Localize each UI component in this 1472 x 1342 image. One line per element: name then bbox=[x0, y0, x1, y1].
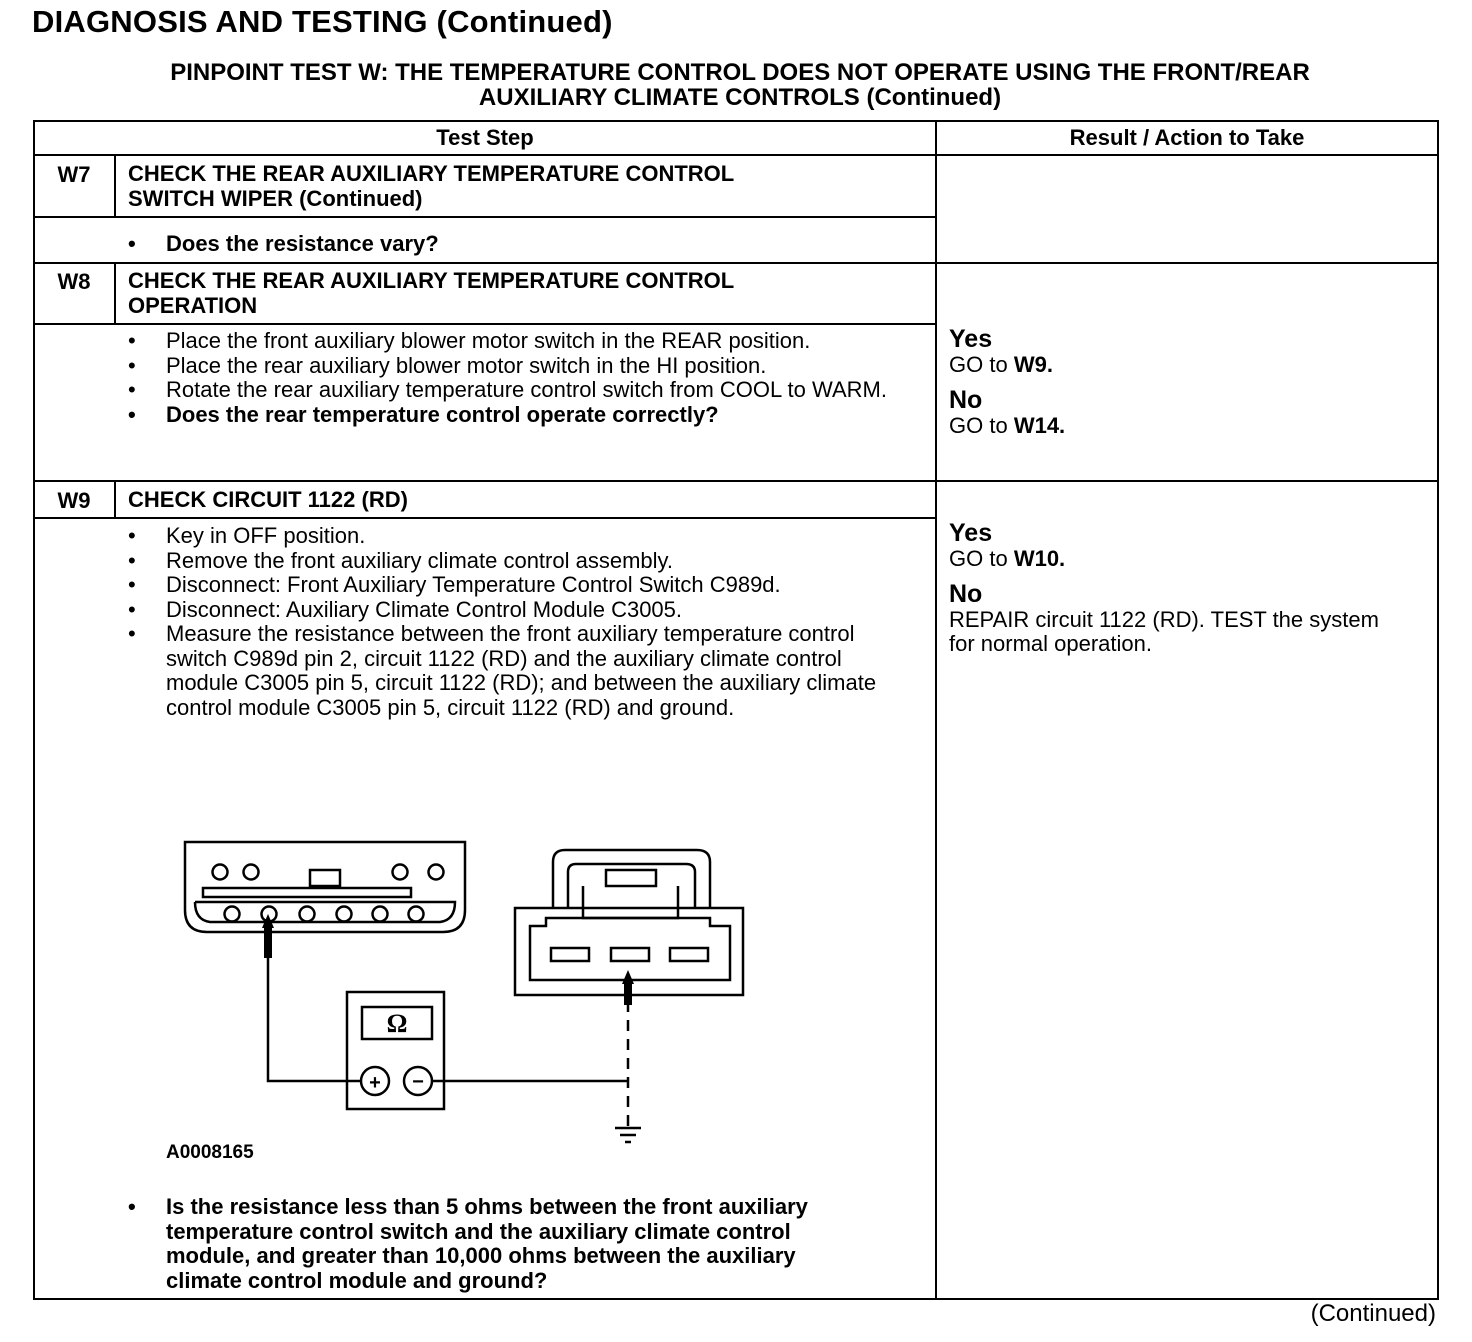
connector-pin-row bbox=[195, 902, 455, 922]
yes-action bbox=[949, 353, 1429, 378]
yes-target-step: W10. bbox=[1013, 546, 1066, 571]
yes-label: Yes bbox=[949, 519, 993, 547]
no-action: REPAIR circuit 1122 (RD). TEST the system for normal operation. bbox=[949, 606, 1379, 656]
module-connector-hood bbox=[553, 850, 710, 908]
row-rule bbox=[33, 262, 1439, 264]
row-rule bbox=[33, 216, 936, 218]
connector-pin bbox=[337, 907, 352, 922]
step-title-line: CHECK THE REAR AUXILIARY TEMPERATURE CONTROL bbox=[128, 268, 735, 293]
step-id-w8: W8 bbox=[57, 269, 91, 294]
connector-pin bbox=[429, 865, 444, 880]
no-label: No bbox=[949, 579, 983, 608]
step-title-line: SWITCH WIPER (Continued) bbox=[128, 185, 423, 211]
pinpoint-test-title-line1: PINPOINT TEST W: THE TEMPERATURE CONTROL DOES NOT OPERATE USING THE FRONT/REAR bbox=[170, 59, 1310, 86]
step-id-divider bbox=[114, 263, 116, 324]
instruction-bullet: • Measure the resistance between the front auxiliary temperature control switch C989d pin 2, circuit 1122 (RD) and the auxiliary climate control module C3005 pin 5, circuit 1122 (RD); and between the auxiliary climate control module C3005 pin 5, circuit 1122 (RD) and ground. bbox=[128, 622, 898, 720]
instruction-bullet: • Remove the front auxiliary climate control assembly. bbox=[128, 549, 898, 574]
instruction-bullet: • Rotate the rear auxiliary temperature control switch from COOL to WARM. bbox=[128, 378, 888, 403]
test-probe bbox=[624, 982, 632, 1005]
page-title: DIAGNOSIS AND TESTING (Continued) bbox=[32, 4, 613, 39]
yes-target-step: W9. bbox=[1013, 352, 1053, 377]
no-action bbox=[949, 414, 1429, 439]
terminal-slot bbox=[551, 948, 589, 961]
connector-pin bbox=[213, 865, 228, 880]
connector-pin bbox=[300, 907, 315, 922]
module-connector-guide bbox=[583, 886, 678, 918]
instruction-bullet: • Disconnect: Front Auxiliary Temperature Control Switch C989d. bbox=[128, 573, 898, 598]
module-connector-latch bbox=[606, 870, 656, 886]
yes-action bbox=[949, 547, 1429, 572]
step-title-w9: CHECK CIRCUIT 1122 (RD) bbox=[128, 487, 408, 512]
step-question-w9 bbox=[128, 1195, 858, 1293]
instruction-bullet: • Place the rear auxiliary blower motor switch in the HI position. bbox=[128, 354, 888, 379]
pinpoint-test-title-line2: AUXILIARY CLIMATE CONTROLS (Continued) bbox=[478, 84, 1002, 111]
step-id-w9: W9 bbox=[57, 488, 91, 513]
instruction-bullet: • Key in OFF position. bbox=[128, 524, 898, 549]
connector-pin bbox=[393, 865, 408, 880]
row-rule bbox=[33, 517, 936, 519]
column-divider bbox=[935, 120, 937, 1300]
figure-code: A0008165 bbox=[166, 1142, 254, 1163]
question-bullet: • Is the resistance less than 5 ohms between the front auxiliary temperature control switch and the auxiliary climate control module, and greater than 10,000 ohms between the auxiliary climate control module and ground? bbox=[128, 1195, 858, 1293]
continued-note: (Continued) bbox=[1310, 1300, 1436, 1327]
result-column-header: Result / Action to Take bbox=[1069, 125, 1305, 150]
no-action-prefix: GO to bbox=[949, 412, 1008, 438]
ohm-symbol: Ω bbox=[386, 1009, 408, 1038]
test-probe bbox=[264, 924, 272, 958]
instruction-bullet: • Disconnect: Auxiliary Climate Control Module C3005. bbox=[128, 598, 898, 623]
row-rule bbox=[33, 323, 936, 325]
connector-pin bbox=[225, 907, 240, 922]
no-target-step: W14. bbox=[1013, 412, 1066, 438]
yes-action-prefix: GO to bbox=[949, 352, 1008, 377]
connector-latch bbox=[310, 870, 340, 886]
pinpoint-test-title bbox=[40, 60, 1440, 110]
yes-label: Yes bbox=[949, 325, 993, 353]
step-title-line: CHECK THE REAR AUXILIARY TEMPERATURE CONTROL bbox=[128, 161, 735, 186]
yes-action-prefix: GO to bbox=[949, 546, 1008, 571]
step-bullets-w9 bbox=[128, 524, 898, 720]
connector-pin bbox=[373, 907, 388, 922]
step-id-divider bbox=[114, 155, 116, 217]
result-w9 bbox=[949, 520, 1429, 657]
no-label: No bbox=[949, 385, 983, 414]
header-rule bbox=[33, 154, 1439, 156]
step-title-line: OPERATION bbox=[128, 292, 258, 318]
connector-pin bbox=[244, 865, 259, 880]
test-probe-tip bbox=[622, 970, 634, 984]
result-w8 bbox=[949, 326, 1429, 438]
question-bullet: • Does the rear temperature control operate correctly? bbox=[128, 403, 888, 428]
step-bullets-w7 bbox=[128, 232, 918, 257]
question-bullet: • Does the resistance vary? bbox=[128, 232, 918, 257]
plus-sign: + bbox=[369, 1072, 381, 1094]
step-id-divider bbox=[114, 481, 116, 518]
step-title-w8 bbox=[128, 269, 928, 318]
ground-symbol bbox=[615, 1128, 641, 1142]
connector-rib bbox=[203, 888, 411, 897]
row-rule bbox=[33, 480, 1439, 482]
connector-resistance-diagram bbox=[160, 830, 760, 1150]
step-bullets-w8 bbox=[128, 329, 888, 427]
terminal-slot bbox=[670, 948, 708, 961]
minus-sign: − bbox=[412, 1071, 424, 1093]
step-title-w7 bbox=[128, 162, 928, 211]
test-step-column-header: Test Step bbox=[436, 125, 534, 150]
terminal-slot-5 bbox=[611, 948, 649, 961]
instruction-bullet: • Place the front auxiliary blower motor switch in the REAR position. bbox=[128, 329, 888, 354]
connector-pin bbox=[409, 907, 424, 922]
step-id-w7: W7 bbox=[57, 162, 91, 187]
